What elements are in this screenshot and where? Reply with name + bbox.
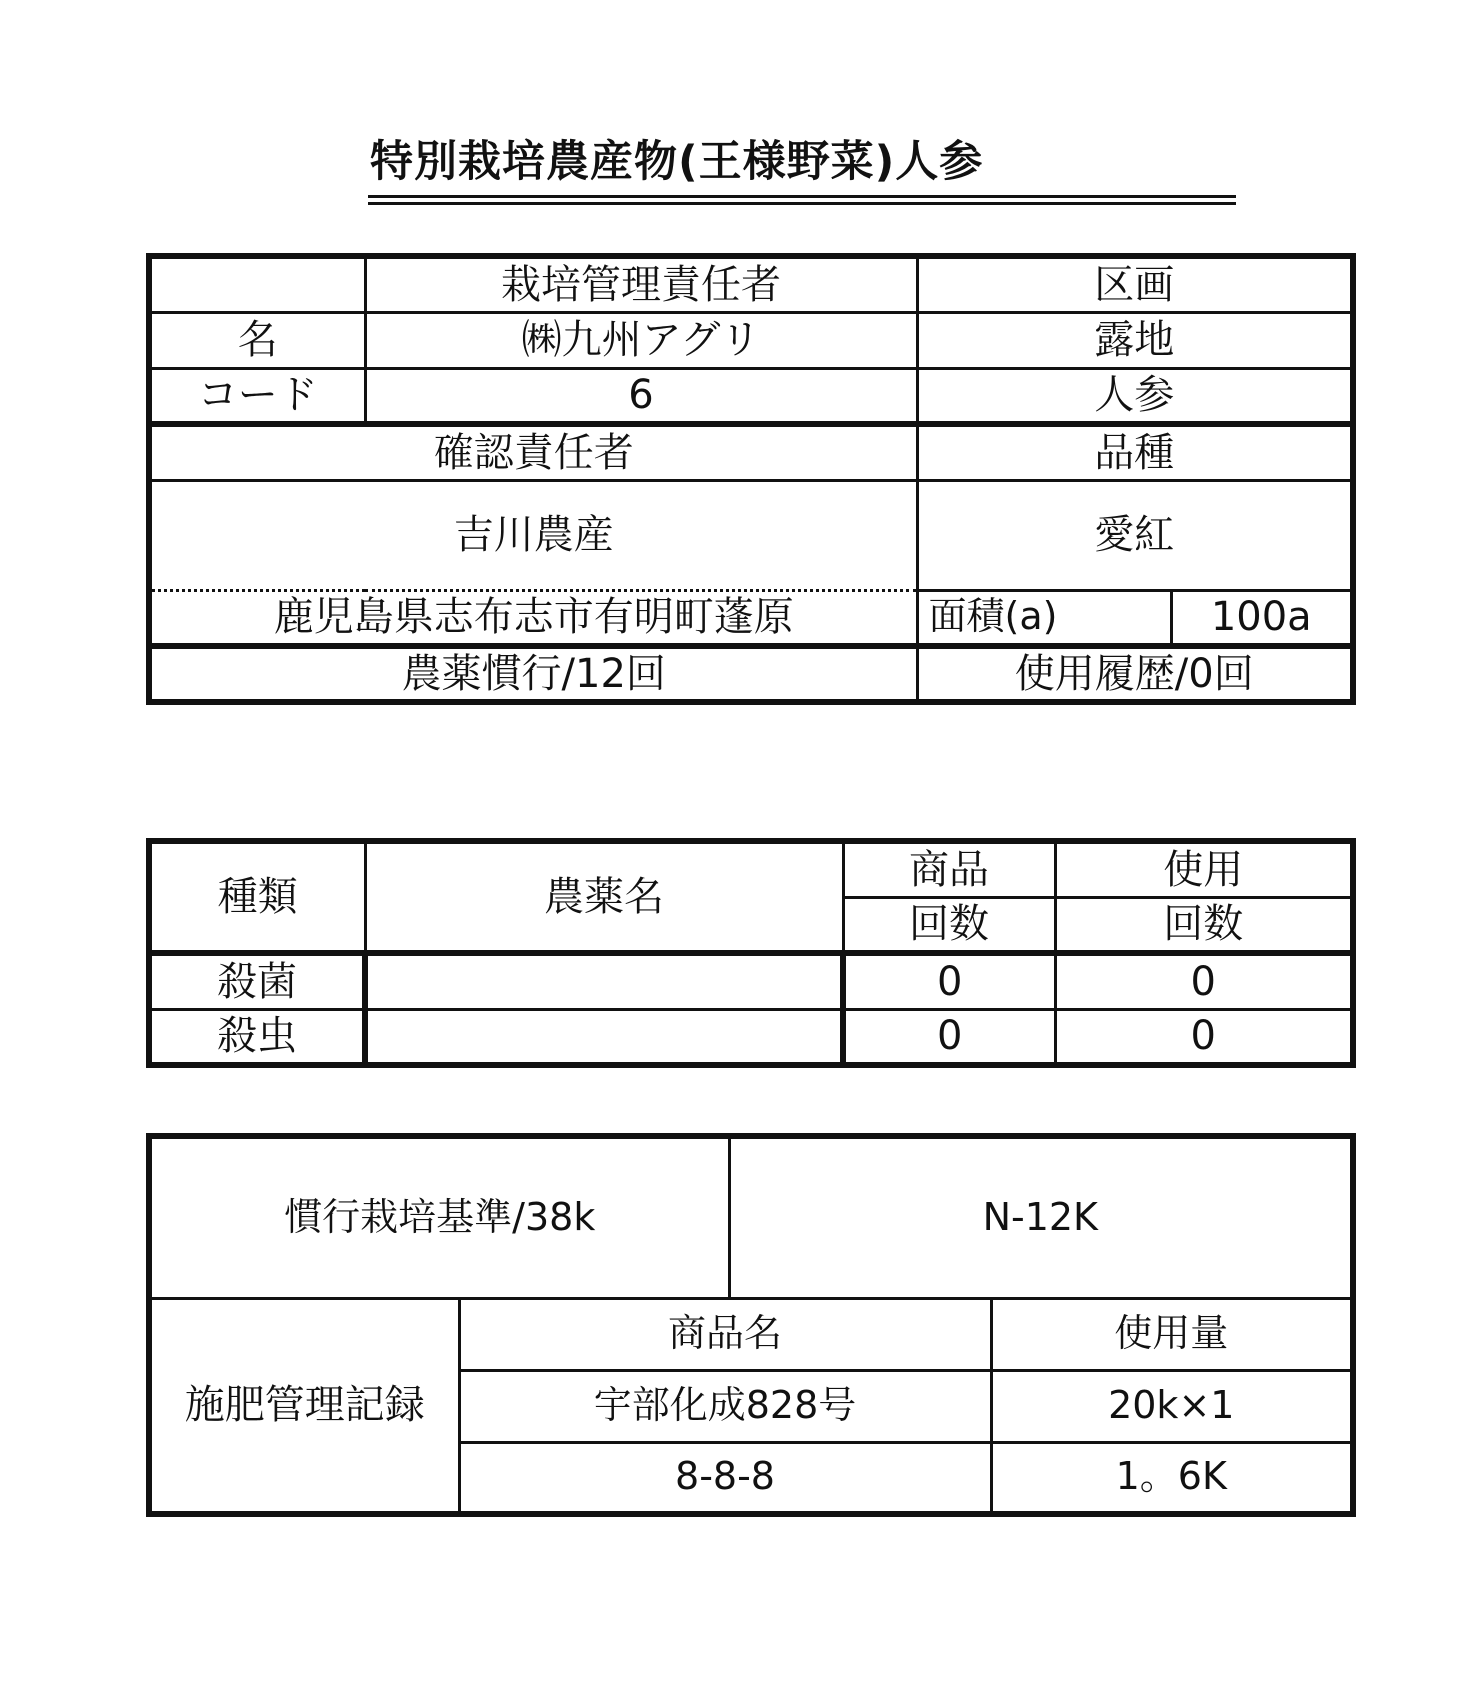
fertilizer-product: 宇部化成828号 bbox=[459, 1370, 991, 1442]
name-value: ㈱九州アグリ bbox=[365, 312, 917, 368]
pesticide-type: 殺菌 bbox=[149, 953, 365, 1009]
product-count-header-top: 商品 bbox=[843, 841, 1055, 897]
use-count: 0 bbox=[1055, 953, 1353, 1009]
pesticide-type: 殺虫 bbox=[149, 1009, 365, 1065]
use-count-header-top: 使用 bbox=[1055, 841, 1353, 897]
pesticide-conventional: 農薬慣行/12回 bbox=[149, 646, 917, 702]
use-count-header-bottom: 回数 bbox=[1055, 897, 1353, 953]
variety-header: 品種 bbox=[917, 424, 1353, 480]
name-label: 名 bbox=[149, 312, 365, 368]
confirm-value: 吉川農産 bbox=[149, 480, 917, 590]
address: 鹿児島県志布志市有明町蓬原 bbox=[149, 590, 917, 646]
plot-header: 区画 bbox=[917, 256, 1353, 312]
confirm-header: 確認責任者 bbox=[149, 424, 917, 480]
standard-value: N-12K bbox=[729, 1136, 1353, 1298]
code-label: コード bbox=[149, 368, 365, 424]
code-value: 6 bbox=[365, 368, 917, 424]
record-label: 施肥管理記録 bbox=[149, 1298, 459, 1514]
pesticide-name bbox=[365, 1009, 843, 1065]
title-underline bbox=[368, 195, 1236, 198]
product-count: 0 bbox=[843, 953, 1055, 1009]
product-count-header-bottom: 回数 bbox=[843, 897, 1055, 953]
fertilizer-amount: 1。6K bbox=[991, 1442, 1353, 1514]
table-row bbox=[149, 1009, 1353, 1065]
manager-header: 栽培管理責任者 bbox=[365, 256, 917, 312]
area-value: 100a bbox=[1171, 590, 1353, 646]
fertilizer-table bbox=[146, 1133, 1356, 1517]
blank-cell bbox=[149, 256, 365, 312]
summary-table bbox=[146, 253, 1356, 705]
page-title: 特別栽培農産物(王様野菜)人参 bbox=[370, 137, 984, 187]
variety-value: 愛紅 bbox=[917, 480, 1353, 590]
type-header: 種類 bbox=[149, 841, 365, 953]
fertilizer-amount: 20k×1 bbox=[991, 1370, 1353, 1442]
amount-header: 使用量 bbox=[991, 1298, 1353, 1370]
pesticide-name bbox=[365, 953, 843, 1009]
table-row bbox=[149, 953, 1353, 1009]
pesticide-table bbox=[146, 838, 1356, 1068]
product-count: 0 bbox=[843, 1009, 1055, 1065]
area-label: 面積(a) bbox=[917, 590, 1171, 646]
pesticide-name-header: 農薬名 bbox=[365, 841, 843, 953]
crop-value: 人参 bbox=[917, 368, 1353, 424]
title-underline-second bbox=[368, 202, 1236, 205]
fertilizer-product: 8-8-8 bbox=[459, 1442, 991, 1514]
product-header: 商品名 bbox=[459, 1298, 991, 1370]
usage-history: 使用履歴/0回 bbox=[917, 646, 1353, 702]
standard-label: 慣行栽培基準/38k bbox=[149, 1136, 729, 1298]
plot-value: 露地 bbox=[917, 312, 1353, 368]
use-count: 0 bbox=[1055, 1009, 1353, 1065]
